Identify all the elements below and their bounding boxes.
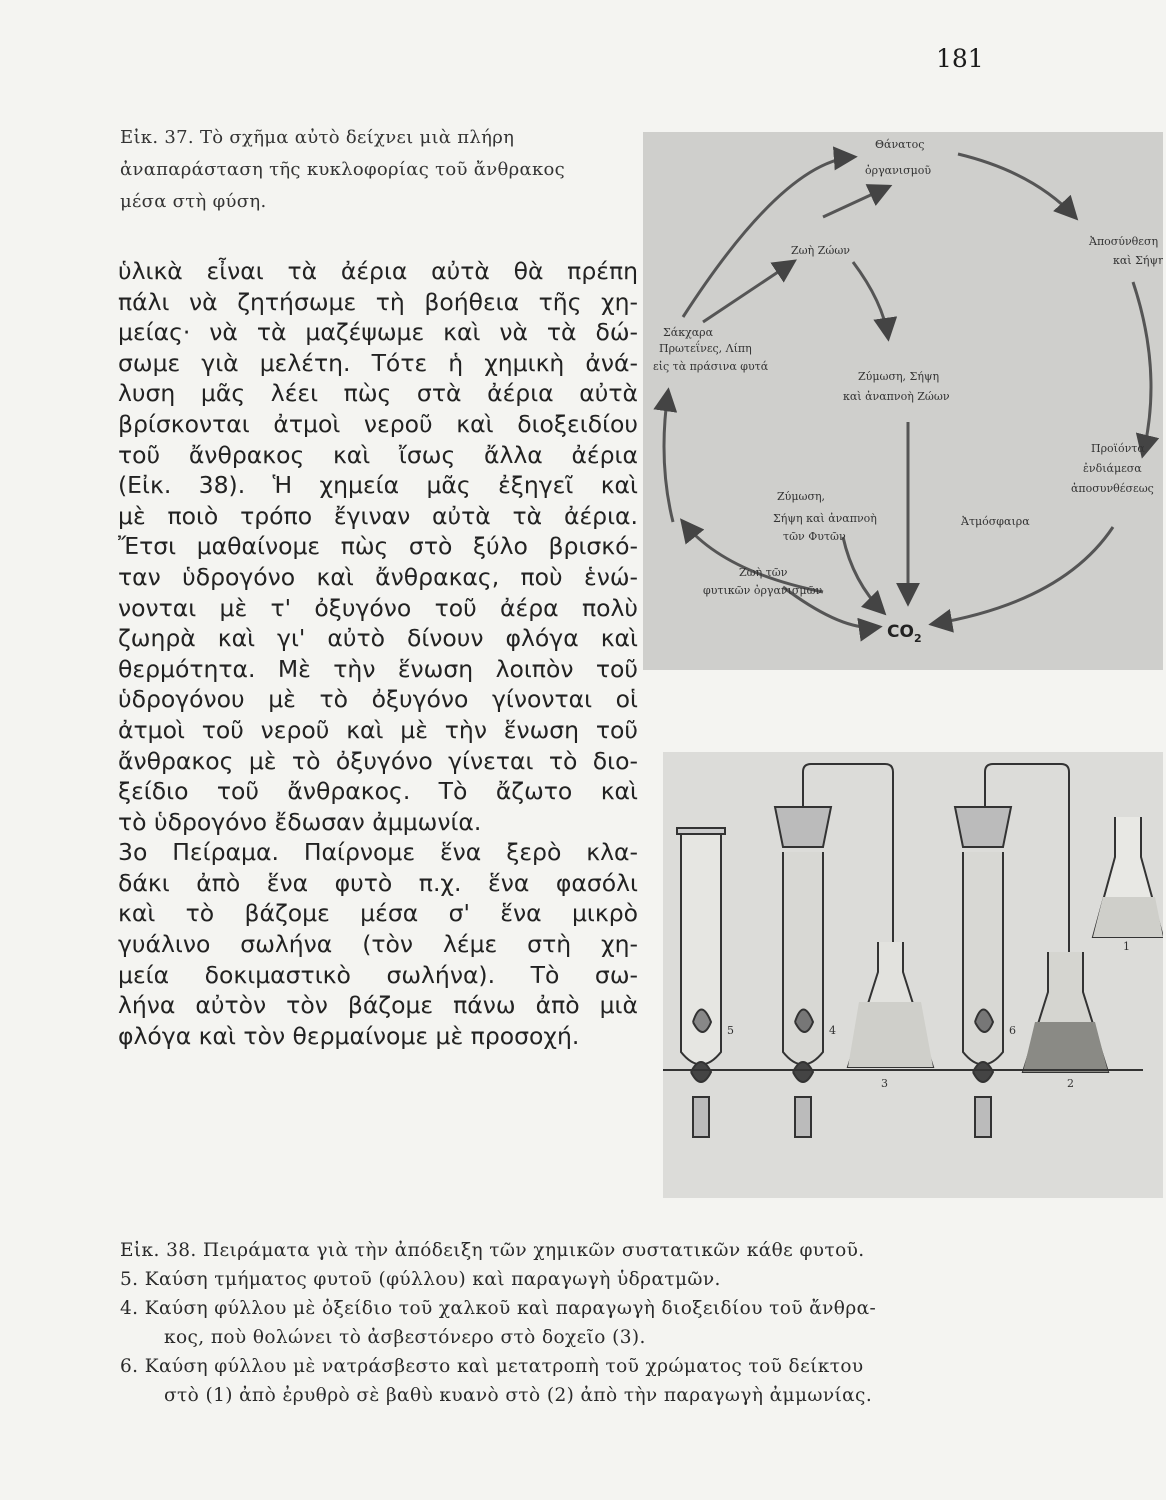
- lab-apparatus-figure: [663, 752, 1163, 1198]
- experiment-heading-line: [118, 837, 638, 868]
- arrow-right: [1133, 282, 1151, 454]
- burner-4: [795, 1097, 811, 1137]
- label-plant-respiration: Ζύμωση,: [777, 490, 826, 503]
- page-number: 181: [936, 44, 984, 73]
- apparatus-label-5: 5: [727, 1024, 734, 1037]
- text-line: ἄνθρακος μὲ τὸ ὀξυγόνο γίνεται τὸ διο-: [118, 746, 638, 775]
- text-line: Ἔτσι μαθαίνομε πὼς στὸ ξύλο βρισκό-: [118, 532, 638, 561]
- arrow-plant-to-co2: [843, 537, 883, 612]
- beaker-2-liquid: [1023, 1022, 1108, 1072]
- text-line: θερμότητα. Μὲ τὴν ἕνωση λοιπὸν τοῦ: [118, 654, 638, 683]
- caption-line: 4. Καύση φύλλου μὲ ὀξείδιο τοῦ χαλκοῦ καὶ παραγωγὴ διοξειδίου τοῦ ἄνθρα-: [120, 1298, 877, 1319]
- co2-text: CO: [887, 622, 914, 642]
- arrow-animal-to-death: [823, 187, 888, 217]
- label-death: Θάνατος: [875, 138, 925, 151]
- label-co2: [887, 622, 922, 645]
- caption-line: Εἰκ. 38. Πειράματα γιὰ τὴν ἀπόδειξη τῶν χημικῶν συστατικῶν κάθε φυτοῦ.: [120, 1240, 865, 1261]
- text-line: μείας· νὰ τὰ μαζέψωμε καὶ νὰ τὰ δώ-: [118, 318, 638, 347]
- label-animal-respiration-2: καὶ ἀναπνοὴ Ζώων: [843, 390, 950, 403]
- label-products: Προϊόντα: [1091, 442, 1145, 455]
- arrow-top-right: [958, 154, 1075, 217]
- label-animal-respiration: Ζύμωση, Σήψη: [858, 370, 940, 383]
- text-line: νονται μὲ τ' ὀξυγόνο τοῦ ἀέρα πολὺ: [118, 593, 638, 622]
- text-line: ὑδρογόνου μὲ τὸ ὀξυγόνο γίνονται οἱ: [118, 685, 638, 714]
- burner-5: [693, 1097, 709, 1137]
- text-line: βρίσκονται ἀτμοὶ νεροῦ καὶ διοξειδίου: [118, 409, 638, 438]
- burner-6: [975, 1097, 991, 1137]
- text-line: μὲ ποιὸ τρόπο ἔγιναν αὐτὰ τὰ ἀέρια.: [118, 501, 638, 530]
- label-green-plants: εἰς τὰ πράσινα φυτά: [653, 360, 769, 373]
- label-death-2: ὀργανισμοῦ: [865, 164, 932, 177]
- stopper-6: [955, 807, 1011, 847]
- figure-38-caption: [120, 1236, 1020, 1410]
- caption-line: ἀναπαράσταση τῆς κυκλοφορίας τοῦ ἄνθρακος: [120, 159, 566, 180]
- text-line: γυάλινο σωλήνα (τὸν λέμε στὴ χη-: [118, 930, 638, 959]
- text-line: ζωηρὰ καὶ γι' αὐτὸ δίνουν φλόγα καὶ: [118, 624, 638, 653]
- arrow-outer-top: [683, 157, 853, 317]
- caption-line: μέσα στὴ φύση.: [120, 191, 267, 212]
- arrow-bottom-right: [933, 527, 1113, 624]
- stopper-4: [775, 807, 831, 847]
- arrow-sugars-to-animal: [703, 262, 793, 322]
- label-plant-life: Ζωὴ τῶν: [739, 566, 788, 579]
- caption-line: στὸ (1) ἀπὸ ἐρυθρὸ σὲ βαθὺ κυανὸ στὸ (2) ἀπὸ τὴν παραγωγὴ ἀμμωνίας.: [164, 1385, 873, 1406]
- text-line: ἀτμοὶ τοῦ νεροῦ καὶ μὲ τὴν ἕνωση τοῦ: [118, 715, 638, 744]
- text-line: ὑλικὰ εἶναι τὰ ἀέρια αὐτὰ θὰ πρέπη: [118, 257, 638, 285]
- label-plant-respiration-3: τῶν Φυτῶν: [783, 530, 846, 543]
- label-products-2: ἐνδιάμεσα: [1083, 462, 1142, 475]
- caption-line: 5. Καύση τμήματος φυτοῦ (φύλλου) καὶ παραγωγὴ ὑδρατμῶν.: [120, 1269, 721, 1290]
- label-sugars: Σάκχαρα: [663, 326, 714, 339]
- flame-6: [973, 1062, 993, 1082]
- apparatus-label-4: 4: [829, 1024, 836, 1037]
- text-line: τὸ ὑδρογόνο ἔδωσαν ἀμμωνία.: [118, 807, 482, 836]
- label-plant-respiration-2: Σήψη καὶ ἀναπνοὴ: [773, 512, 877, 525]
- apparatus-label-1: 1: [1123, 940, 1130, 953]
- flask-3-liquid: [848, 1002, 933, 1067]
- text-line: λυση μᾶς λέει πὼς στὰ ἀέρια αὐτὰ: [118, 379, 638, 408]
- text-line: ξείδιο τοῦ ἄνθρακος. Τὸ ἄζωτο καὶ: [118, 777, 638, 806]
- label-animal-life: Ζωὴ Ζώων: [791, 244, 850, 257]
- arrow-animal-to-respiration: [853, 262, 888, 337]
- text-line: λήνα αὐτὸν τὸν βάζομε πάνω ἀπὸ μιὰ: [118, 991, 638, 1020]
- apparatus-svg: [663, 752, 1163, 1198]
- figure-37-caption: [120, 122, 640, 218]
- flame-4: [793, 1062, 813, 1082]
- carbon-cycle-diagram: [643, 132, 1163, 670]
- apparatus-label-6: 6: [1009, 1024, 1016, 1037]
- experiment-first-text: Παίρνομε ἕνα ξερὸ κλα-: [278, 838, 639, 867]
- text-line: μεία δοκιμαστικὸ σωλήνα). Τὸ σω-: [118, 960, 638, 989]
- apparatus-label-3: 3: [881, 1077, 888, 1090]
- text-line: σωμε γιὰ μελέτη. Τότε ἡ χημικὴ ἀνά-: [118, 348, 638, 377]
- text-line: δάκι ἀπὸ ἕνα φυτὸ π.χ. ἕνα φασόλι: [118, 868, 638, 897]
- caption-line: κος, ποὺ θολώνει τὸ ἀσβεστόνερο στὸ δοχεῖο (3).: [164, 1327, 646, 1348]
- caption-line: 6. Καύση φύλλου μὲ νατράσβεστο καὶ μετατροπὴ τοῦ χρώματος τοῦ δείκτου: [120, 1356, 864, 1377]
- tube-5-rim: [677, 828, 725, 834]
- label-decomposition: Ἀποσύνθεση: [1089, 235, 1159, 248]
- caption-line: Εἰκ. 37. Τὸ σχῆμα αὐτὸ δείχνει μιὰ πλήρη: [120, 127, 515, 148]
- label-plant-life-2: φυτικῶν ὀργανισμῶν: [703, 584, 823, 597]
- text-line: ταν ὑδρογόνο καὶ ἄνθρακας, ποὺ ἑνώ-: [118, 562, 638, 591]
- carbon-cycle-svg: [643, 132, 1163, 670]
- apparatus-label-2: 2: [1067, 1077, 1074, 1090]
- label-products-3: ἀποσυνθέσεως: [1071, 482, 1154, 495]
- text-line: (Εἰκ. 38). Ἡ χημεία μᾶς ἐξηγεῖ καὶ: [118, 471, 638, 500]
- label-proteins: Πρωτεΐνες, Λίπη: [659, 342, 752, 355]
- label-decomposition-2: καὶ Σήψη: [1113, 254, 1163, 267]
- arrow-left-up: [664, 392, 673, 522]
- text-line: φλόγα καὶ τὸν θερμαίνομε μὲ προσοχή.: [118, 1021, 580, 1050]
- text-line: καὶ τὸ βάζομε μέσα σ' ἕνα μικρὸ: [118, 899, 638, 928]
- experiment-title: 3ο Πείραμα.: [118, 838, 279, 867]
- text-line: πάλι νὰ ζητήσωμε τὴ βοήθεια τῆς χη-: [118, 287, 638, 316]
- text-line: τοῦ ἄνθρακος καὶ ἴσως ἄλλα ἀέρια: [118, 440, 638, 469]
- co2-subscript: 2: [913, 632, 922, 645]
- flame-5: [691, 1062, 711, 1082]
- body-text: [118, 256, 638, 1051]
- flask-1-liquid: [1093, 897, 1163, 937]
- label-atmosphere: Ἀτμόσφαιρα: [961, 515, 1030, 528]
